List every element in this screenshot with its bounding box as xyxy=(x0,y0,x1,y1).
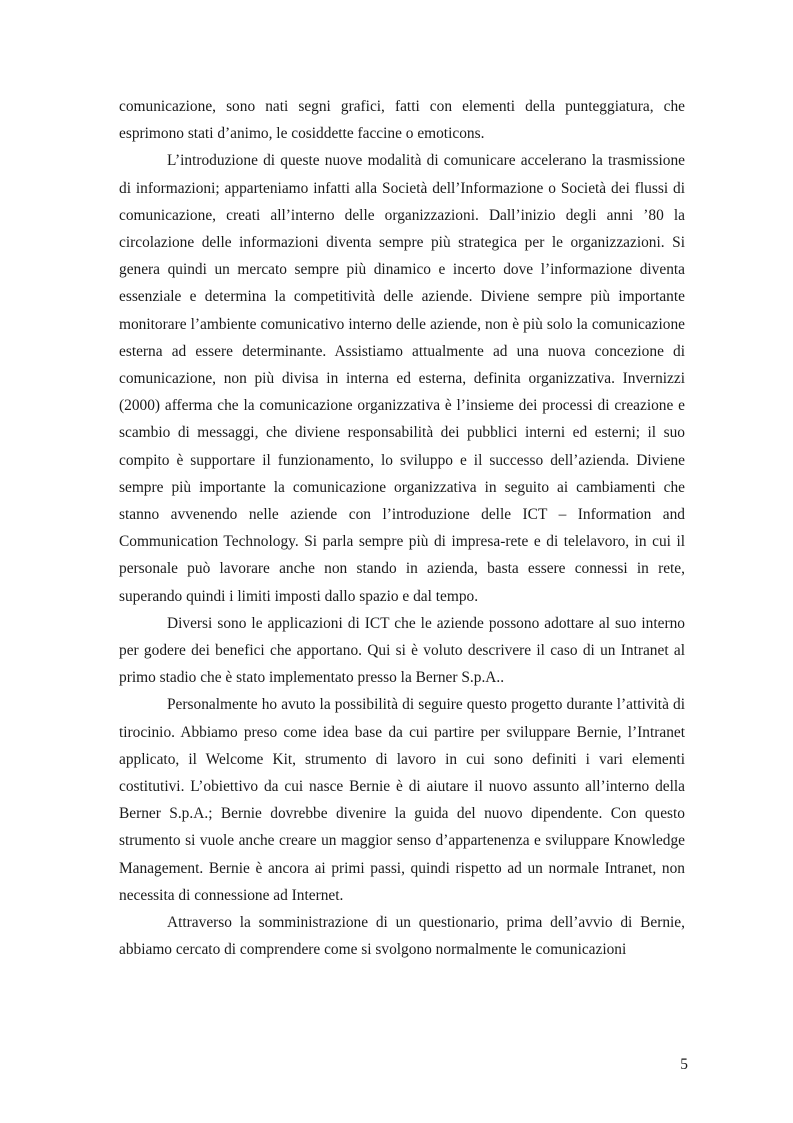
page-number: 5 xyxy=(680,1056,688,1073)
paragraph-3: Diversi sono le applicazioni di ICT che le aziende possono adottare al suo interno per godere dei benefici che apportano. Qui si è voluto descrivere il caso di un Intranet al primo stadio che è stato implementato presso la Berner S.p.A.. xyxy=(119,614,685,687)
paragraph-5: Attraverso la somministrazione di un questionario, prima dell’avvio di Bernie, abbiamo cercato di comprendere come si svolgono normalmente le comunicazioni xyxy=(119,914,685,959)
body-text xyxy=(119,93,685,964)
paragraph-1: comunicazione, sono nati segni grafici, fatti con elementi della punteggiatura, che esprimono stati d’animo, le cosiddette faccine o emoticons. xyxy=(119,98,685,143)
paragraph-2: L’introduzione di queste nuove modalità di comunicare accelerano la trasmissione di informazioni; apparteniamo infatti alla Società dell’Informazione o Società dei flussi di comunicazione, creati all’interno delle organizzazioni. Dall’inizio degli anni ’80 la circolazione delle informazioni diventa sempre più strategica per le organizzazioni. Si genera quindi un mercato sempre più dinamico e incerto dove l’informazione diventa essenziale e determina la competitività delle aziende. Diviene sempre più importante monitorare l’ambiente comunicativo interno delle aziende, non è più solo la comunicazione esterna ad essere determinante. Assistiamo attualmente ad una nuova concezione di comunicazione, non più divisa in interna ed esterna, definita organizzativa. Invernizzi (2000) afferma che la comunicazione organizzativa è l’insieme dei processi di creazione e scambio di messaggi, che diviene responsabilità dei pubblici interni ed esterni; il suo compito è supportare il funzionamento, lo sviluppo e il successo dell’azienda. Diviene sempre più importante la comunicazione organizzativa in seguito ai cambiamenti che stanno avvenendo nelle aziende con l’introduzione delle ICT – Information and Communication Technology. Si parla sempre più di impresa-rete e di telelavoro, in cui il personale può lavorare anche non stando in azienda, basta essere connessi in rete, superando quindi i limiti imposti dallo spazio e dal tempo. xyxy=(119,152,685,605)
paragraph-4: Personalmente ho avuto la possibilità di seguire questo progetto durante l’attività di tirocinio. Abbiamo preso come idea base da cui partire per sviluppare Bernie, l’Intranet applicato, il Welcome Kit, strumento di lavoro in cui sono definiti i vari elementi costitutivi. L’obiettivo da cui nasce Bernie è di aiutare il nuovo assunto all’interno della Berner S.p.A.; Bernie dovrebbe divenire la guida del nuovo dipendente. Con questo strumento si vuole anche creare un maggior senso d’appartenenza e sviluppare Knowledge Management. Bernie è ancora ai primi passi, quindi rispetto ad un normale Intranet, non necessita di connessione ad Internet. xyxy=(119,696,685,904)
